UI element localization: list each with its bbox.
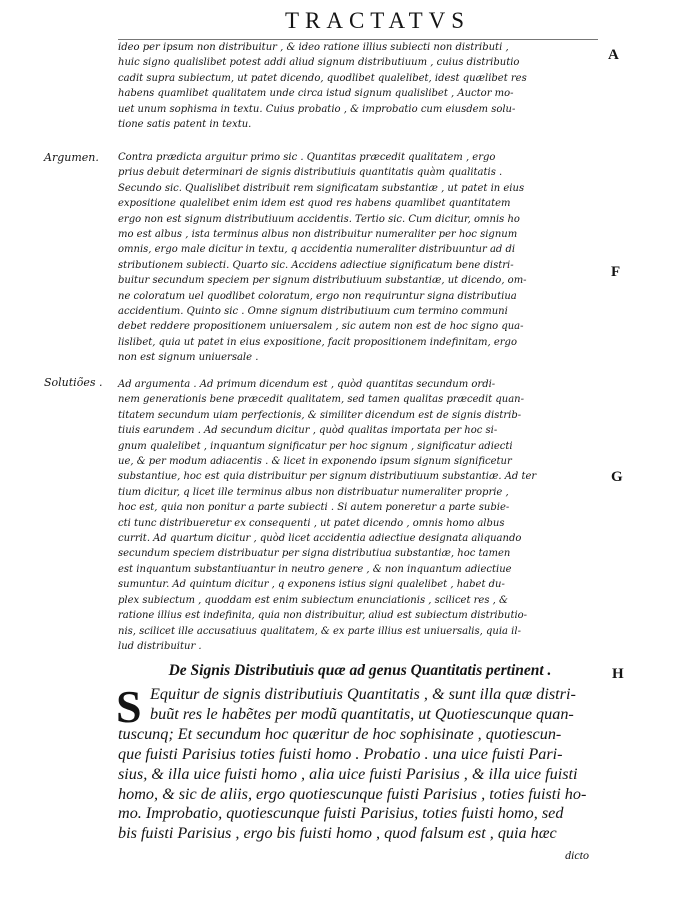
text-line: lislibet, quia ut patet in eius expositione, facit propositionem indefinitam, ergo [118,336,517,348]
text-line: gnum qualelibet , inquantum significatur per hoc signum , significatur adiecti [118,440,513,452]
text-line: ue, & per modum adiacentis . & licet in exponendo ipsum signum significetur [118,456,512,468]
text-line: expositione qualelibet enim idem est quod res habens quamlibet quantitatem [118,198,511,210]
text-line: ratione illius est indefinita, quia non distribuitur, aliud est subiectum distributio- [118,610,528,622]
text-line: tiuis earundem . Ad secundum dicitur , quòd qualitas importata per hoc si- [118,425,498,437]
text-line: debet reddere propositionem uniuersalem , sic autem non est de hoc signo qua- [118,321,524,333]
text-line: lud distribuitur . [118,640,202,652]
text-line: habens quamlibet qualitatem unde circa istud signum qualislibet , Auctor mo- [118,88,514,100]
text-line: tuscunq; Et secundum hoc quæritur de hoc sophisinate , quotiescun- [118,724,562,743]
text-line: Ad argumenta . Ad primum dicendum est , quòd quantitas secundum ordi- [118,379,496,390]
text-line: plex subiectum , quoddam est enim subiectum enunciationis , scilicet res , & [118,594,508,606]
text-line: prius debuit determinari de signis distributiuis quantitatis quàm qualitatis . [118,167,503,179]
drop-capital: S [116,681,142,732]
text-line: sumuntur. Ad quintum dicitur , q exponens istius signi qualelibet , habet du- [118,579,505,591]
text-line: hoc est, quia non ponitur a parte subiecti . Si autem poneretur a parte subie- [118,502,510,514]
text-line: mo est albus , ista terminus albus non distribuitur numeraliter per hoc signum [118,229,518,241]
text-line: Contra prædicta arguitur primo sic . Quantitas præcedit qualitatem , ergo [118,152,496,163]
text-line: ne coloratum uel quodlibet coloratum, ergo non requiruntur signa distributiua [118,290,517,302]
text-line: Equitur de signis distributiuis Quantitatis , & sunt illa quæ distri- [150,685,576,703]
text-line: currit. Ad quartum dicitur , quòd licet accidentia adiectiue designata aliquando [118,533,522,545]
text-line: ergo non est signum distributiuum accidentis. Tertio sic. Cum dicitur, omnis ho [118,213,520,225]
margin-label-argumentum: Argumen. [44,151,99,164]
text-line: uet unum sophisma in textu. Cuius probatio , & improbatio cum eiusdem solu- [118,103,516,115]
text-line: tium dicitur, q licet ille terminus albus non distribuatur numeraliter proprie , [118,486,509,498]
text-line: tione satis patent in textu. [118,119,252,131]
text-line: sius, & illa uice fuisti homo , alia uice fuisti Parisius , & illa uice fuisti [118,764,578,783]
margin-label-solutiones: Solutiões . [44,376,103,389]
paragraph-solutions [118,377,598,654]
text-line: huic signo qualislibet potest addi aliud signum distributiuum , cuius distributio [118,57,520,69]
side-letter-h: H [612,666,624,682]
text-line: titatem secundum uiam perfectionis, & similiter dicendum est de signis distrib- [118,409,522,421]
paragraph-quantity-signs [116,681,608,844]
text-line: accidentium. Quinto sic . Omne signum distributiuum cum termino communi [118,306,508,318]
text-line: non est signum uniuersale . [118,352,259,364]
paragraph-intro [118,40,598,132]
text-line: nis, scilicet ille accusatiuus qualitatem, & ex parte illius est uniuersalis, quia il- [118,625,521,637]
text-line: buũt res le habẽtes per modũ quantitatis, ut Quotiescunque quan- [150,704,574,723]
running-header [0,6,685,36]
text-line: homo, & sic de aliis, ergo quotiescunque fuisti Parisius , toties fuisti ho- [118,784,587,803]
text-line: est inquantum substantiuantur in neutro genere , & non inquantum adiectiue [118,563,512,575]
section-heading: De Signis Distributiuis quæ ad genus Quantitatis pertinent . [168,662,552,679]
side-letter-f: F [611,264,621,280]
text-line: ideo per ipsum non distribuitur , & ideo ratione illius subiecti non distributi , [118,42,509,53]
page-title: TRACTATVS [284,8,471,33]
text-line: bis fuisti Parisius , ergo bis fuisti homo , quod falsum est , quia hæc [118,824,557,843]
text-line: mo. Improbatio, quotiescunque fuisti Parisius, toties fuisti homo, sed [118,804,564,823]
text-line: stributionem subiecti. Quarto sic. Accidens adiectiue significatum bene distri- [118,259,514,271]
text-line: Secundo sic. Qualislibet distribuit rem significatam substantiæ , ut patet in eius [118,182,525,194]
text-line: secundum speciem distribuatur per signa distributiua substantiæ, hoc tamen [118,548,511,560]
text-line: que fuisti Parisius toties fuisti homo . Probatio . una uice fuisti Pari- [118,744,563,763]
text-line: buitur secundum speciem per signum distributiuum substantiæ, ut dicendo, om- [118,275,527,287]
text-line: nem generationis bene præcedit qualitatem, sed tamen qualitas præcedit quan- [118,394,524,406]
text-line: cti tunc distribueretur ex consequenti , ut patet dicendo , omnis homo albus [118,517,505,529]
side-letter-a: A [608,47,619,63]
text-line: omnis, ergo male dicitur in textu, q accidentia numeraliter distribuuntur ad di [118,244,516,256]
side-letter-g: G [611,469,623,485]
text-line: cadit supra subiectum, ut patet dicendo, quodlibet qualelibet, idest quælibet res [118,72,527,84]
text-line: substantiue, hoc est quia distribuitur per signum distributiuum substantiæ. Ad ter [118,471,537,483]
paragraph-arguments [118,150,598,366]
catchword: dicto [565,848,589,862]
